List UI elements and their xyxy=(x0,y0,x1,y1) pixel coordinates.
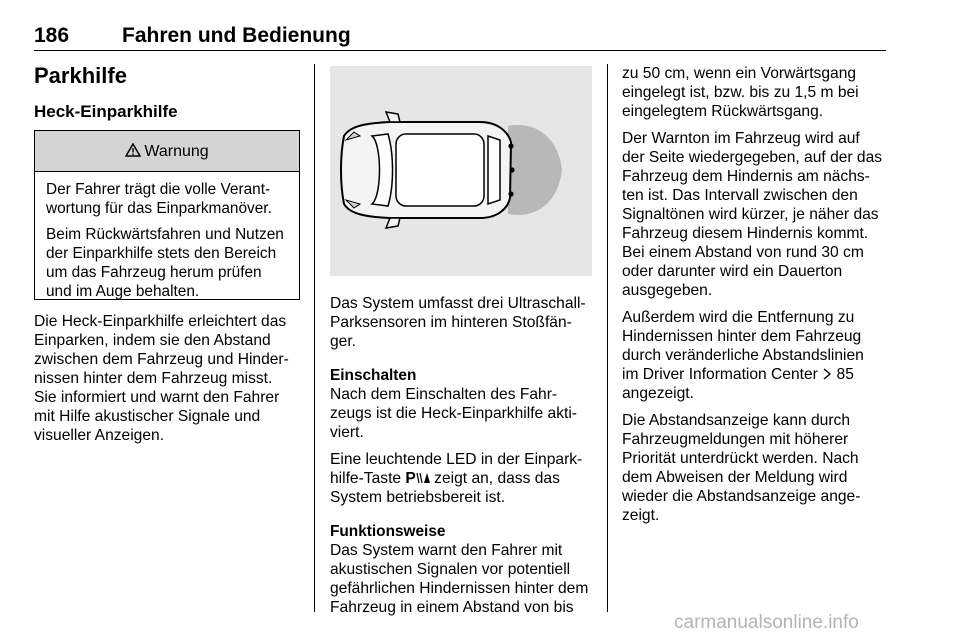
funktion-heading: Funktionsweise xyxy=(330,523,446,540)
text-line: Beim Rückwärtsfahren und xyxy=(46,226,231,243)
intro-paragraph xyxy=(34,312,304,445)
column-divider-1 xyxy=(314,64,315,612)
text-line: Nutzen der Einparkhilfe stets den xyxy=(46,226,284,262)
abstandsanzeige-paragraph xyxy=(622,411,890,525)
arrow-ref-icon xyxy=(822,366,832,383)
text-line: wortung für das Einparkmanöver. xyxy=(46,200,272,217)
text-line: oder darunter wird ein Dauerton xyxy=(622,263,843,280)
text-line: gefährlichen Hindernissen hinter dem xyxy=(330,580,589,597)
distance-paragraph xyxy=(622,64,890,121)
text-line xyxy=(622,365,890,384)
text-line: Der Fahrer trägt die volle Verant- xyxy=(46,181,271,198)
parking-symbol-text: P xyxy=(405,470,416,487)
text-line: Bei einem Abstand von rund 30 cm xyxy=(622,244,864,261)
text-line: durch veränderliche Abstandslinien xyxy=(622,347,864,364)
text-line: angezeigt. xyxy=(622,385,694,402)
led-paragraph xyxy=(330,450,600,507)
car-rear-sensor-diagram xyxy=(330,66,592,276)
text-line: Die Abstandsanzeige kann durch xyxy=(622,412,850,429)
text-line: Nach dem Einschalten des Fahr- xyxy=(330,386,558,403)
text-line: Das System umfasst drei Ultraschall- xyxy=(330,295,586,312)
warning-box xyxy=(34,130,300,300)
text-line: akustischen Signalen vor potentiell xyxy=(330,561,571,578)
text-line: Der Warnton im Fahrzeug wird auf xyxy=(622,130,860,147)
section-title: Parkhilfe xyxy=(34,63,127,88)
funktion-paragraph xyxy=(330,522,600,617)
text-line: Eine leuchtende LED in der Einpark- xyxy=(330,451,583,468)
text-line xyxy=(330,469,600,488)
text-line: Sie informiert und warnt den Fahrer xyxy=(34,389,280,406)
text-line: wieder die Abstandsanzeige ange- xyxy=(622,488,861,505)
text-line: Außerdem wird die Entfernung zu xyxy=(622,309,855,326)
subsection-title: Heck-Einparkhilfe xyxy=(34,102,178,121)
text-line: System betriebsbereit ist. xyxy=(330,489,506,506)
page-reference-link[interactable]: 85 xyxy=(836,366,854,383)
text-line: Fahrzeug dem Hindernis am nächs- xyxy=(622,168,870,185)
text-line: dem Abweisen der Meldung wird xyxy=(622,469,848,486)
column-divider-2 xyxy=(607,64,608,612)
text-line: der Seite wiedergegeben, auf der das xyxy=(622,149,883,166)
warnton-paragraph xyxy=(622,129,890,300)
warning-header xyxy=(35,131,299,172)
text-line: Fahrzeug diesem Hindernis kommt. xyxy=(622,225,869,242)
column-3-text xyxy=(622,64,890,533)
column-1-text xyxy=(34,312,304,453)
text-line: Einparken, indem sie den Abstand xyxy=(34,332,271,349)
text-line: Die Heck-Einparkhilfe erleichtert das xyxy=(34,313,287,330)
text-line: prüfen und im Auge behalten. xyxy=(46,264,262,300)
parking-assist-button-icon xyxy=(405,470,429,487)
system-paragraph xyxy=(330,294,600,351)
text-line: Fahrzeug in einem Abstand von bis xyxy=(330,599,574,616)
page-number: 186 xyxy=(34,24,70,47)
text-line: Parksensoren im hinteren Stoßfän- xyxy=(330,314,572,331)
text-line: ten ist. Das Intervall zwischen den xyxy=(622,187,858,204)
text-line: zeugs ist die Heck-Einparkhilfe akti- xyxy=(330,405,578,422)
warning-body xyxy=(35,172,299,301)
text-line: ger. xyxy=(330,333,357,350)
text-line: visueller Anzeigen. xyxy=(34,427,165,444)
text-line: Das System warnt den Fahrer mit xyxy=(330,542,563,559)
text-line: Hindernissen hinter dem Fahrzeug xyxy=(622,328,862,345)
einschalten-paragraph xyxy=(330,366,600,442)
text-line: zeigt. xyxy=(622,507,660,524)
text-line: mit Hilfe akustischer Signale und xyxy=(34,408,261,425)
text-line: Priorität unterdrückt werden. Nach xyxy=(622,450,859,467)
watermark: carmanualsonline.info xyxy=(674,612,859,633)
text-line: ausgegeben. xyxy=(622,282,713,299)
text-line: zwischen dem Fahrzeug und Hinder- xyxy=(34,351,289,368)
text-line: Fahrzeugmeldungen mit höherer xyxy=(622,431,849,448)
text-line: Bereich um das Fahrzeug herum xyxy=(46,245,277,281)
text-line: eingelegtem Rückwärtsgang. xyxy=(622,103,824,120)
warning-title: Warnung xyxy=(144,143,209,160)
header-rule xyxy=(34,50,886,51)
warning-paragraph-1 xyxy=(46,180,288,218)
text-fragment: hilfe-Taste xyxy=(330,470,402,487)
text-line: Signaltönen wird kürzer, je näher das xyxy=(622,206,879,223)
column-2-text xyxy=(330,294,600,625)
text-fragment: zeigt an, dass das xyxy=(434,470,560,487)
text-line: zu 50 cm, wenn ein Vorwärtsgang xyxy=(622,65,857,82)
text-line: viert. xyxy=(330,424,364,441)
entfernung-paragraph xyxy=(622,308,890,403)
chapter-title: Fahren und Bedienung xyxy=(122,24,351,47)
warning-paragraph-2 xyxy=(46,225,288,301)
einschalten-heading: Einschalten xyxy=(330,367,417,384)
text-line: nissen hinter dem Fahrzeug misst. xyxy=(34,370,273,387)
text-fragment: im Driver Information Center xyxy=(622,366,818,383)
page-header xyxy=(34,24,886,50)
text-line: eingelegt ist, bzw. bis zu 1,5 m bei xyxy=(622,84,859,101)
warning-triangle-icon xyxy=(125,131,141,171)
